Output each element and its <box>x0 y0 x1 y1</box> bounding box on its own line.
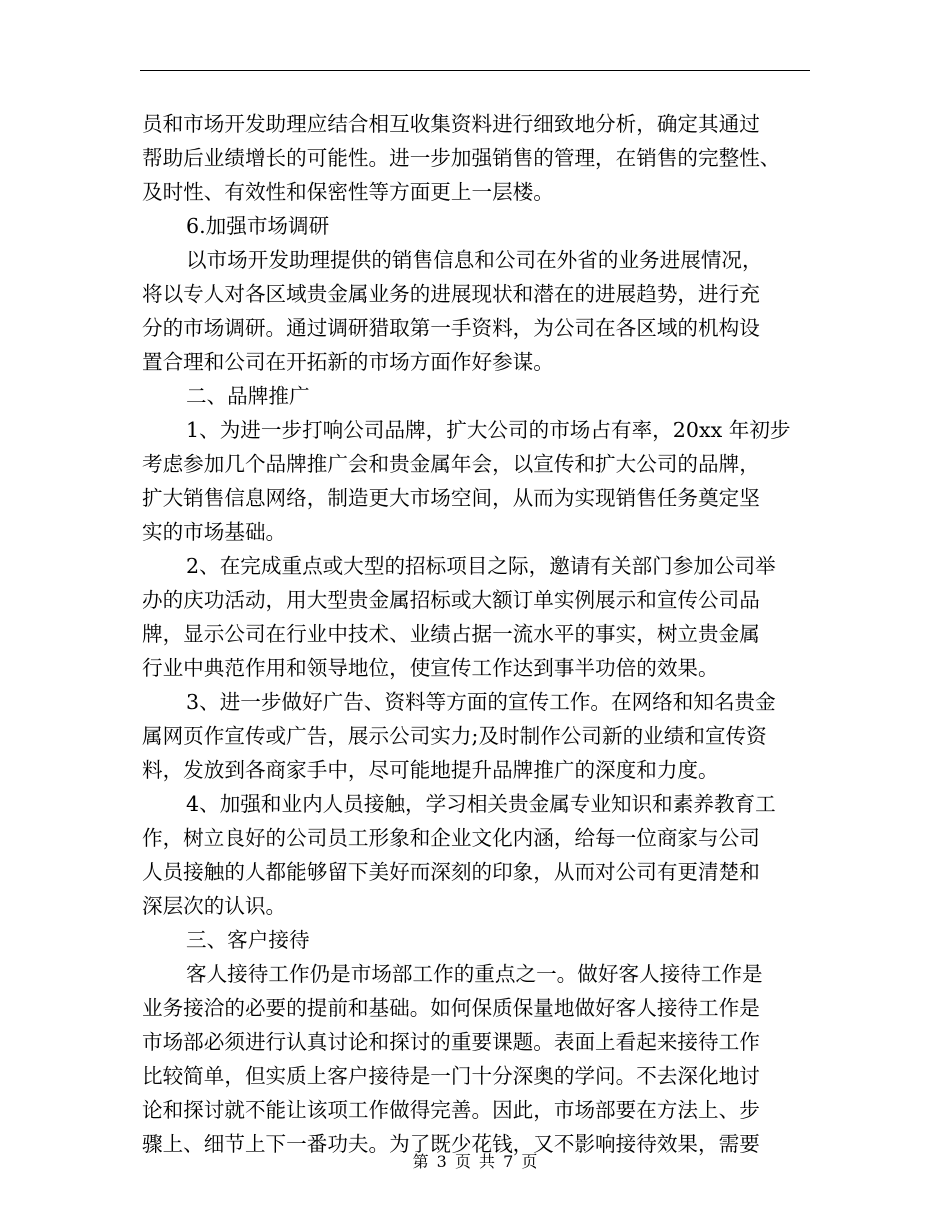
text-line: 1、为进一步打响公司品牌，扩大公司的市场占有率，20xx 年初步 <box>186 418 791 442</box>
text-line: 三、客户接待 <box>186 928 310 952</box>
document-body <box>142 107 812 1161</box>
text-line: 将以专人对各区域贵金属业务的进展现状和潜在的进展趋势，进行充 <box>142 282 760 306</box>
text-line: 作，树立良好的公司员工形象和企业文化内涵，给每一位商家与公司 <box>142 826 760 850</box>
text-line: 办的庆功活动，用大型贵金属招标或大额订单实例展示和宣传公司品 <box>142 588 760 612</box>
text-line: 深层次的认识。 <box>142 894 287 918</box>
text-line: 6.加强市场调研 <box>186 214 330 238</box>
text-line: 分的市场调研。通过调研猎取第一手资料，为公司在各区域的机构设 <box>142 316 760 340</box>
text-line: 骤上、细节上下一番功夫。为了既少花钱，又不影响接待效果，需要 <box>142 1132 760 1156</box>
text-line: 论和探讨就不能让该项工作做得完善。因此，市场部要在方法上、步 <box>142 1098 760 1122</box>
text-line: 以市场开发助理提供的销售信息和公司在外省的业务进展情况， <box>186 248 763 272</box>
text-line: 人员接触的人都能够留下美好而深刻的印象，从而对公司有更清楚和 <box>142 860 760 884</box>
text-line: 4、加强和业内人员接触，学习相关贵金属专业知识和素养教育工 <box>186 792 776 816</box>
text-line: 业务接洽的必要的提前和基础。如何保质保量地做好客人接待工作是 <box>142 996 760 1020</box>
text-line: 实的市场基础。 <box>142 520 287 544</box>
text-line: 3、进一步做好广告、资料等方面的宣传工作。在网络和知名贵金 <box>186 690 776 714</box>
text-line: 客人接待工作仍是市场部工作的重点之一。做好客人接待工作是 <box>186 962 763 986</box>
text-line: 牌，显示公司在行业中技术、业绩占据一流水平的事实，树立贵金属 <box>142 622 760 646</box>
text-line: 属网页作宣传或广告，展示公司实力;及时制作公司新的业绩和宣传资 <box>142 724 767 748</box>
text-line: 帮助后业绩增长的可能性。进一步加强销售的管理，在销售的完整性、 <box>142 146 781 170</box>
text-line: 员和市场开发助理应结合相互收集资料进行细致地分析，确定其通过 <box>142 112 760 136</box>
page-footer: 第 3 页 共 7 页 <box>412 1152 538 1171</box>
text-line: 比较简单，但实质上客户接待是一门十分深奥的学问。不去深化地讨 <box>142 1064 760 1088</box>
text-line: 行业中典范作用和领导地位，使宣传工作达到事半功倍的效果。 <box>142 656 719 680</box>
text-line: 考虑参加几个品牌推广会和贵金属年会，以宣传和扩大公司的品牌， <box>142 452 760 476</box>
text-line: 置合理和公司在开拓新的市场方面作好参谋。 <box>142 350 554 374</box>
header-rule <box>140 70 810 71</box>
text-line: 2、在完成重点或大型的招标项目之际，邀请有关部门参加公司举 <box>186 554 776 578</box>
text-line: 二、品牌推广 <box>186 384 310 408</box>
text-line: 扩大销售信息网络，制造更大市场空间，从而为实现销售任务奠定坚 <box>142 486 760 510</box>
text-line: 及时性、有效性和保密性等方面更上一层楼。 <box>142 180 554 204</box>
text-line: 料，发放到各商家手中，尽可能地提升品牌推广的深度和力度。 <box>142 758 719 782</box>
text-line: 市场部必须进行认真讨论和探讨的重要课题。表面上看起来接待工作 <box>142 1030 760 1054</box>
